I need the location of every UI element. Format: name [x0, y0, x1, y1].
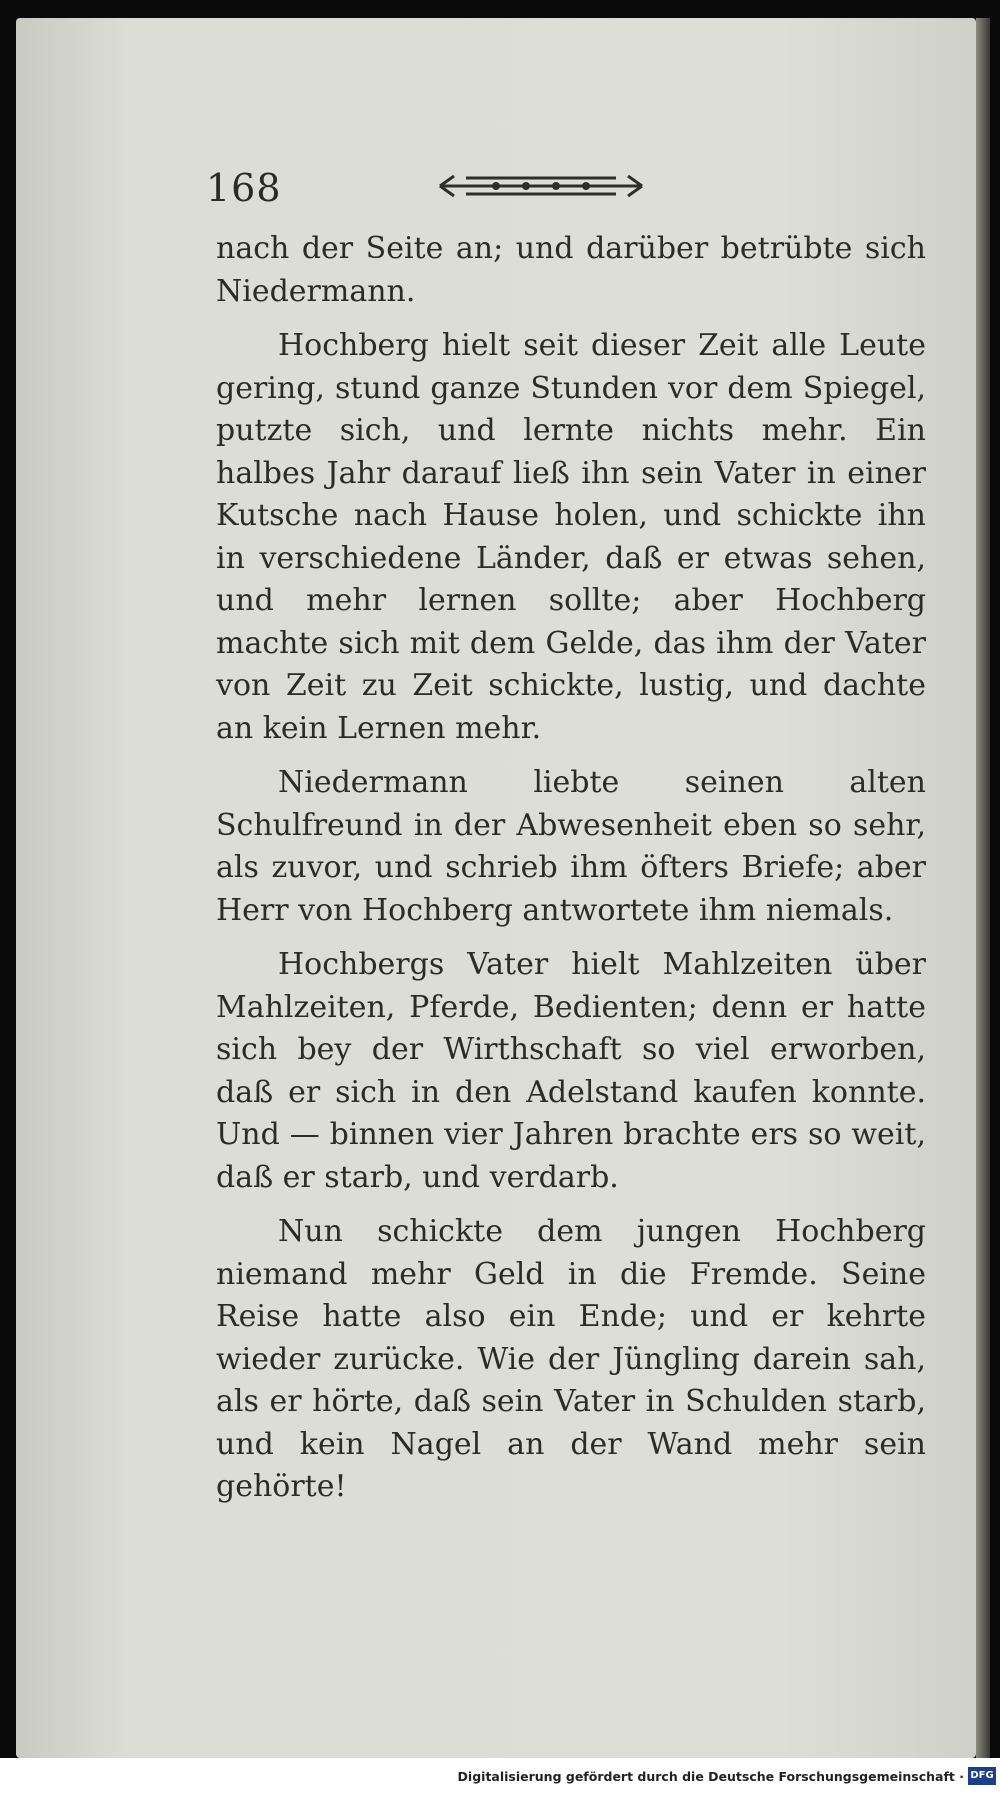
book-page: [16, 18, 976, 1758]
page-header: [16, 158, 976, 218]
paragraph: Hochbergs Vater hielt Mahlzeiten über Mahlzeiten, Pferde, Bedienten; denn er hatte sich bey der Wirthschaft so viel erworben, daß er sich in den Adelstand kaufen konnte. Und — binnen vier Jahren brachte ers so weit, daß er starb, und verdarb.: [216, 947, 926, 1195]
dfg-logo-icon: DFG: [968, 1767, 996, 1785]
paragraph: Hochberg hielt seit dieser Zeit alle Leute gering, stund ganze Stunden vor dem Spiegel, putzte sich, und lernte nichts mehr. Ein halbes Jahr darauf ließ ihn sein Vater in einer Kutsche nach Hause holen, und schickte ihn in verschiedene Länder, daß er etwas sehen, und mehr lernen sollte; aber Hochberg machte sich mit dem Gelde, das ihm der Vater von Zeit zu Zeit schickte, lustig, und dachte an kein Lernen mehr.: [216, 328, 926, 746]
paragraph: Niedermann liebte seinen alten Schulfreund in der Abwesenheit eben so sehr, als zuvor, und schrieb ihm öfters Briefe; aber Herr von Hochberg antwortete ihm niemals.: [216, 765, 926, 928]
page-body-text: [216, 228, 926, 1521]
funding-credit: Digitalisierung gefördert durch die Deutsche Forschungsgemeinschaft ·: [457, 1769, 964, 1784]
page-number: 168: [206, 166, 282, 210]
book-edge: [976, 18, 990, 1758]
paragraph: Nun schickte dem jungen Hochberg niemand mehr Geld in die Fremde. Seine Reise hatte also ein Ende; und er kehrte wieder zurücke. Wie der Jüngling darein sah, als er hörte, daß sein Vater in Schulden starb, und kein Nagel an der Wand mehr sein gehörte!: [216, 1214, 926, 1504]
ornament-divider-icon: [436, 168, 646, 204]
paragraph-continuation: nach der Seite an; und darüber betrübte sich Niedermann.: [216, 231, 926, 309]
digitization-footer: [0, 1758, 1000, 1795]
